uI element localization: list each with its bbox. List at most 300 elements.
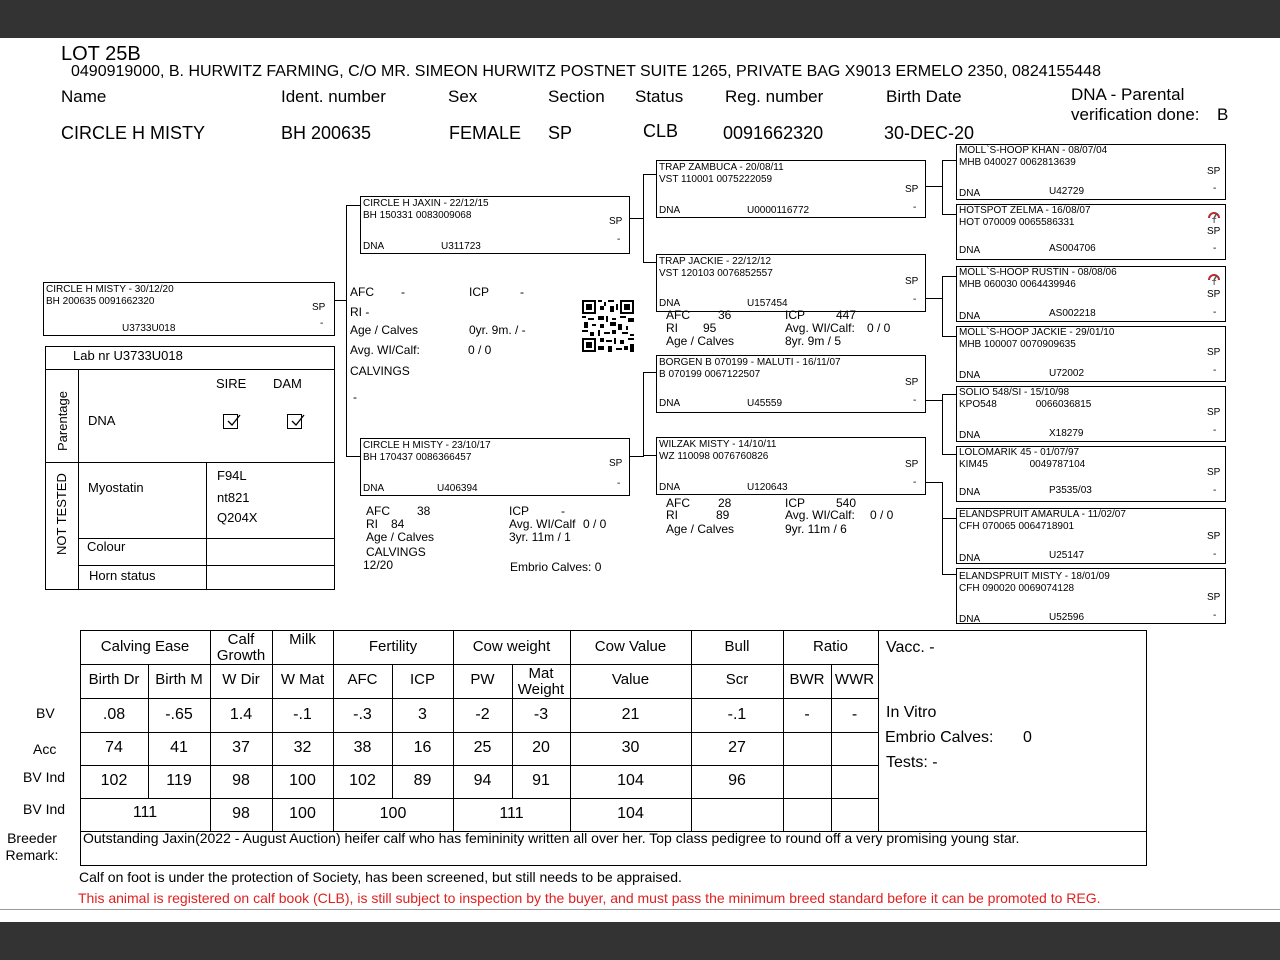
lab-vertical-divider-2 [206,462,207,590]
bv-row-line [80,765,878,766]
in-vitro-label: In Vitro [886,704,937,721]
gd1-icp-label: ICP [785,308,806,322]
connector-dam-h [346,456,361,457]
connector-g6 [942,454,956,455]
connector-g5 [942,394,956,395]
pedigree-box-g6 [956,446,1226,502]
sub-w-dir: W Dir [222,671,260,688]
acc-cell: 20 [532,739,550,756]
acc-cell: 16 [413,739,432,756]
dna-row-label: DNA [88,413,116,428]
gd2-ri-value: 89 [716,508,730,522]
self-icp-value: - [520,285,524,299]
lab-divider-2 [45,462,335,463]
box-title: CIRCLE H MISTY - 23/10/17 [363,440,491,451]
box-dash: - [913,202,917,213]
ind-cell: 98 [232,772,250,789]
animal-section: SP [548,123,573,143]
gd2-age-value: 9yr. 11m / 6 [785,522,847,536]
pedigree-box-self [43,282,335,336]
box-title: ELANDSPRUIT MISTY - 18/01/09 [959,571,1110,582]
box-title: LOLOMARIK 45 - 01/07/97 [959,447,1080,458]
gd1-age-value: 8yr. 9m / 5 [785,334,842,348]
ind2-cell: 98 [232,805,250,822]
box-section: SP [1207,467,1221,478]
box-title: ELANDSPRUIT AMARULA - 11/02/07 [959,509,1126,520]
box-dash: - [617,234,621,245]
embrio-calves-label: Embrio Calves: [885,729,994,746]
dam-afc-label: AFC [366,504,390,518]
animal-reg: 0091662320 [723,123,824,143]
self-age-value: 0yr. 9m. / - [469,323,526,337]
self-calvings-label: CALVINGS [350,364,410,378]
connector-dam-out [629,456,644,457]
self-afc-value: - [401,285,405,299]
bv-col-line [783,630,784,831]
row-label-acc: Acc [33,741,57,757]
connector-gd2 [643,455,657,456]
box-ids: KIM45 0049787104 [959,459,1086,470]
connector-g3 [942,276,956,277]
sub-mat-weight: Mat Weight [517,665,565,698]
box-ids: B 070199 0067122507 [659,369,761,380]
bv-subcol-line [831,664,832,831]
box-code: U42729 [1049,186,1085,197]
box-ids: MHB 060030 0064439946 [959,279,1076,290]
box-dash: - [1213,243,1217,254]
box-code: U72002 [1049,368,1085,379]
col-sex: Sex [448,87,478,106]
sire-col-label: SIRE [216,376,247,391]
not-tested-label: NOT TESTED [54,473,69,555]
gd2-wi-value: 0 / 0 [870,508,894,522]
myostatin-variant-1: F94L [217,468,247,483]
bv-row-line [80,798,878,799]
acc-cell: 30 [621,739,640,756]
box-ids: CFH 090020 0069074128 [959,583,1075,594]
connector-g12 [942,160,943,214]
bv-col-line [878,630,879,831]
gd1-icp-value: 447 [836,308,857,322]
bv-cell: -2 [475,706,490,723]
box-dash: - [913,294,917,305]
bv-row-line [80,698,878,699]
self-wi-value: 0 / 0 [468,343,492,357]
box-section: SP [1207,592,1221,603]
sub-scr: Scr [725,671,749,688]
row-label-bv: BV [36,705,55,721]
ind-cell: 96 [728,772,746,789]
box-dash: - [1213,365,1217,376]
box-title: MOLL`S-HOOP RUSTIN - 08/08/06 [959,267,1117,278]
box-ids: HOT 070009 0065586331 [959,217,1075,228]
connector-g2 [942,214,956,215]
animal-birth: 30-DEC-20 [884,123,975,143]
box-title: SOLIO 548/SI - 15/10/98 [959,387,1070,398]
gd2-ri-label: RI [666,508,678,522]
bv-cell: -.1 [727,706,747,723]
pedigree-box-g1 [956,144,1226,200]
sub-bwr: BWR [789,671,825,688]
box-section: SP [905,276,919,287]
connector-g7 [942,518,956,519]
col-ident: Ident. number [281,87,386,106]
box-section: SP [905,377,919,388]
ind2-cell: 104 [617,805,644,822]
ind-cell: 89 [413,772,432,789]
box-dash: - [1213,549,1217,560]
group-fertility: Fertility [368,638,418,655]
pedigree-box-g2 [956,204,1226,260]
gd2-wi-label: Avg. WI/Calf: [785,508,855,522]
box-section: SP [1207,407,1221,418]
box-dna-label: DNA [959,245,981,256]
acc-cell: 25 [473,739,492,756]
box-ids: WZ 110098 0076760826 [659,451,769,462]
gd1-wi-value: 0 / 0 [867,321,891,335]
connector-g8 [942,574,956,575]
svg-text:T: T [1212,280,1217,285]
bv-col-line [570,630,571,831]
bv-col-line [453,630,454,831]
bv-col-line [272,630,273,831]
box-title: MOLL`S-HOOP JACKIE - 29/01/10 [959,327,1115,338]
box-dna-label: DNA [959,553,981,564]
connector-g78-v2 [942,482,943,518]
lab-vertical-divider [78,369,79,590]
dam-wi-value: 0 / 0 [583,517,607,531]
top-dark-bar [0,0,1280,38]
group-milk: Milk [289,631,316,648]
self-ri: RI - [350,305,370,319]
vacc-label: Vacc. - [886,639,935,656]
horn-status-label: Horn status [89,568,156,583]
sub-pw: PW [470,671,495,688]
connector-g12-h [925,186,943,187]
box-section: SP [609,216,623,227]
row-label-bv-ind-2: BV Ind [23,801,66,817]
self-afc-label: AFC [350,285,374,299]
box-dna-label: DNA [659,482,681,493]
box-ids: BH 150331 0083009068 [363,210,472,221]
gd2-age-label: Age / Calves [666,522,735,536]
box-ids: BH 170437 0086366457 [363,452,472,463]
connector-g34-h [925,298,943,299]
gd1-afc-label: AFC [666,308,690,322]
box-section: SP [1207,289,1221,300]
box-code: U3733U018 [122,323,176,334]
box-code: AS002218 [1049,308,1096,319]
connector-gs2 [643,372,657,373]
connector-sire-out [629,218,644,219]
acc-cell: 32 [293,739,312,756]
connector-g34 [942,276,943,336]
ind2-cell: 111 [499,805,524,822]
box-section: SP [1207,531,1221,542]
bv-cell: - [851,706,858,723]
dam-col-label: DAM [273,376,302,391]
box-code: U25147 [1049,550,1085,561]
owner-line: 0490919000, B. HURWITZ FARMING, C/O MR. SIMEON HURWITZ POSTNET SUITE 1265, PRIVATE BAG X9013 ERMELO 2350, 0824155448 [71,63,1101,80]
footer-rule [0,909,1280,910]
box-section: SP [1207,166,1221,177]
bv-cell: .08 [102,706,126,723]
ind-cell: 94 [473,772,492,789]
pedigree-box-g7 [956,508,1226,564]
dam-calvings-label: CALVINGS [366,545,426,559]
connector-self [346,205,347,457]
acc-cell: 74 [105,739,123,756]
acc-cell: 27 [728,739,746,756]
box-dash: - [320,318,324,329]
pedigree-box-g8 [956,568,1226,624]
box-code: U406394 [437,483,478,494]
dam-ri-value: 84 [391,517,405,531]
bv-col-line [333,630,334,831]
lab-number: Lab nr U3733U018 [73,348,183,363]
box-dash: - [1213,183,1217,194]
sub-birth-dr: Birth Dr [88,671,140,688]
self-wi-label: Avg. WI/Calf: [350,343,420,357]
dam-age-value: 3yr. 11m / 1 [509,530,571,544]
bv-cell: -.65 [165,706,193,723]
ind-cell: 119 [166,772,192,789]
bv-border-bottom [80,865,1147,866]
box-code: U311723 [441,241,481,252]
ind-cell: 102 [100,772,128,789]
myostatin-label: Myostatin [88,480,144,495]
gauge-badge-icon [1207,271,1221,287]
row-label-bv-ind: BV Ind [23,769,66,785]
connector-dam [643,372,644,455]
gd2-icp-label: ICP [785,496,806,510]
connector-self-h [334,300,347,301]
pedigree-box-g4 [956,326,1226,382]
group-cow-value: Cow Value [594,638,667,655]
svg-text:T: T [1212,218,1217,223]
box-title: CIRCLE H JAXIN - 22/12/15 [363,198,489,209]
gd1-age-label: Age / Calves [666,334,735,348]
box-title: TRAP ZAMBUCA - 20/08/11 [659,162,784,173]
box-title: CIRCLE H MISTY - 30/12/20 [46,284,174,295]
bv-cell: 21 [621,706,640,723]
bv-table [80,630,1147,866]
gd1-wi-label: Avg. WI/Calf: [785,321,855,335]
col-birth: Birth Date [886,87,962,106]
dam-wi-label: Avg. WI/Calf [509,517,576,531]
box-dash: - [913,395,917,406]
lab-divider [45,369,335,370]
ind2-cell: 100 [289,805,316,822]
acc-cell: 37 [232,739,250,756]
footer-warning: This animal is registered on calf book (CLB), is still subject to inspection by the buyer, and must pass the minimum breed standard before it can be promoted to REG. [78,890,1101,906]
pedigree-box-g5 [956,386,1226,442]
box-title: WILZAK MISTY - 14/10/11 [659,439,777,450]
sub-wwr: WWR [834,671,875,688]
acc-cell: 41 [170,739,188,756]
bv-cell: 3 [418,706,427,723]
col-status: Status [635,87,684,106]
box-code: U52596 [1049,612,1085,623]
box-ids: BH 200635 0091662320 [46,296,155,307]
box-section: SP [1207,226,1221,237]
col-dna-2: verification done: [1071,105,1200,124]
dam-icp-label: ICP [509,504,530,518]
connector-gs1 [643,174,657,175]
colour-label: Colour [87,539,126,554]
myostatin-variant-3: Q204X [217,510,258,525]
connector-g1 [942,160,956,161]
animal-name: CIRCLE H MISTY [61,123,206,143]
dam-calvings-value: 12/20 [363,558,394,572]
box-dash: - [1213,610,1217,621]
pedigree-box-gs1 [656,160,926,218]
animal-status: CLB [643,121,679,141]
group-bull: Bull [724,638,750,655]
footer-note: Calf on foot is under the protection of Society, has been screened, but still needs to be appraised. [79,869,682,885]
pedigree-box-g3 [956,266,1226,322]
col-section: Section [548,87,605,106]
pedigree-box-dam [360,438,630,496]
box-section: SP [312,302,326,313]
col-reg: Reg. number [725,87,824,106]
sub-afc: AFC [347,671,378,688]
box-dna-label: DNA [959,188,981,199]
box-ids: MHB 100007 0070909635 [959,339,1076,350]
box-dna-label: DNA [959,311,981,322]
box-section: SP [1207,347,1221,358]
dam-icp-value: - [561,504,565,518]
group-ratio: Ratio [812,638,849,655]
connector-sire-h [346,205,361,206]
qr-code-icon [582,300,634,352]
connector-gd1 [643,262,657,263]
bv-col-line [691,630,692,831]
bv-cell: 1.4 [229,706,253,723]
box-code: U157454 [747,298,788,309]
breeder-remark-label: Breeder Remark: [5,830,59,863]
pedigree-box-gs2 [656,355,926,413]
box-dna-label: DNA [363,241,385,252]
sub-w-mat: W Mat [280,671,325,688]
box-section: SP [609,458,623,469]
box-section: SP [905,459,919,470]
group-calf-growth: Calf Growth [216,631,266,664]
connector-g56-h [925,400,943,401]
box-dna-label: DNA [659,398,681,409]
box-dna-label: DNA [959,430,981,441]
col-name: Name [61,87,107,106]
box-title: TRAP JACKIE - 22/12/12 [659,256,772,267]
group-calving-ease: Calving Ease [100,638,190,655]
bv-cell: -.1 [293,706,312,723]
box-dash: - [1213,485,1217,496]
box-dash: - [617,478,621,489]
box-ids: MHB 040027 0062813639 [959,157,1076,168]
myostatin-variant-2: nt821 [217,490,250,505]
box-dna-label: DNA [659,205,681,216]
bv-cell: -.3 [353,706,372,723]
gd2-afc-label: AFC [666,496,690,510]
box-dna-label: DNA [959,487,981,498]
box-ids: KPO548 0066036815 [959,399,1092,410]
checkbox-checked-icon [289,413,305,429]
connector-g78-h [925,482,943,483]
box-title: MOLL`S-HOOP KHAN - 08/07/04 [959,145,1108,156]
box-dna-label: DNA [659,298,681,309]
box-title: BORGEN B 070199 - MALUTI - 16/11/07 [659,357,841,368]
ind-cell: 91 [532,772,550,789]
pedigree-box-gd1 [656,254,926,312]
sub-value: Value [611,671,650,688]
box-code: AS004706 [1049,243,1096,254]
lot-title: LOT 25B [61,43,141,65]
animal-ident: BH 200635 [281,123,372,143]
box-ids: CFH 070065 0064718901 [959,521,1075,532]
box-dna-label: DNA [959,370,981,381]
box-section: SP [905,184,919,195]
bv-row-line [80,732,878,733]
ind-cell: 100 [289,772,316,789]
sub-icp: ICP [409,671,435,688]
acc-cell: 38 [353,739,372,756]
ind-cell: 102 [349,772,376,789]
gd1-ri-label: RI [666,321,678,335]
connector-g56 [942,394,943,454]
dam-afc-value: 38 [417,504,431,518]
gd1-afc-value: 36 [718,308,732,322]
box-dash: - [913,477,917,488]
checkbox-checked-icon [225,413,241,429]
self-age-label: Age / Calves [350,323,419,337]
dna-verification-value: B [1217,105,1229,124]
box-dna-label: DNA [959,614,981,625]
breeder-remark-text: Outstanding Jaxin(2022 - August Auction) heifer calf who has femininity written all over her. Top class pedigree to round off a very promising young star. [83,830,1020,846]
gd2-icp-value: 540 [836,496,857,510]
sire-dna-checkbox [223,414,238,429]
ind-cell: 104 [617,772,644,789]
tests-label: Tests: - [886,754,938,771]
parentage-label: Parentage [55,391,70,451]
dam-dna-checkbox [287,414,302,429]
gd2-afc-value: 28 [718,496,732,510]
box-dash: - [1213,307,1217,318]
connector-g4 [942,336,956,337]
box-dna-label: DNA [363,483,385,494]
dam-age-label: Age / Calves [366,530,435,544]
box-dash: - [1213,425,1217,436]
box-code: U0000116772 [747,205,810,216]
ind2-cell: 111 [132,804,158,821]
pedigree-box-gd2 [656,437,926,495]
group-cow-weight: Cow weight [472,638,551,655]
col-dna-1: DNA - Parental [1071,85,1185,104]
box-ids: VST 120103 0076852557 [659,268,773,279]
dam-ri-label: RI [366,517,378,531]
box-code: U120643 [747,482,788,493]
box-code: U45559 [747,398,783,409]
dam-embrio: Embrio Calves: 0 [510,560,602,574]
bv-row-line [80,664,878,665]
ind2-cell: 100 [379,805,407,822]
animal-sex: FEMALE [449,123,522,143]
self-icp-label: ICP [469,285,490,299]
box-code: P3535/03 [1049,485,1092,496]
gauge-badge-icon [1207,209,1221,225]
gd1-ri-value: 95 [703,321,717,335]
self-calvings-value: - [353,390,357,404]
embrio-calves-value: 0 [1023,729,1032,746]
